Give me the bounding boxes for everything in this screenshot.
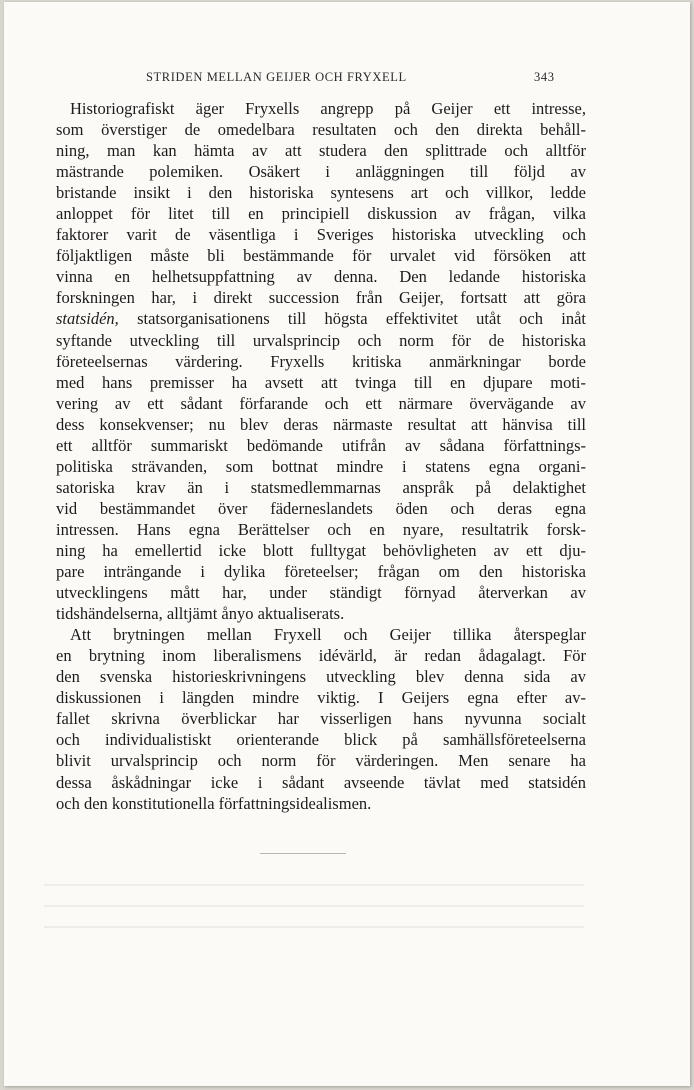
text-line: satoriska krav än i statsmedlemmarnas anspråk på delaktighet <box>56 477 586 497</box>
text-line: följaktligen måste bli bestämmande för urvalet vid försöken att <box>56 246 586 266</box>
text-line: en brytning inom liberalismens idévärld, är redan ådagalagt. För <box>56 646 586 666</box>
text-line: dessa åskådningar icke i sådant avseende tävlat med statsidén <box>56 772 586 792</box>
text-line: bristande insikt i den historiska syntesens art och villkor, ledde <box>56 183 586 203</box>
document-page <box>4 2 690 1086</box>
text-line: utvecklingens mått har, under ständigt förnyad återverkan av <box>56 583 586 603</box>
text-line: ett alltför summariskt bedömande utifrån av sådana författnings- <box>56 435 586 455</box>
text-line: syftande utveckling till urvalsprincip och norm för de historiska <box>56 330 586 350</box>
page-number: 343 <box>534 70 555 84</box>
text-line: vering av ett sådant förfarande och ett närmare övervägande av <box>56 393 586 413</box>
text-line: blivit urvalsprincip och norm för värderingen. Men senare ha <box>56 751 586 771</box>
text-line: fallet skrivna överblickar har visserligen hans nyvunna socialt <box>56 709 586 729</box>
emphasized-word: statsidén, <box>56 309 119 329</box>
text-line-with-emphasis <box>56 308 586 329</box>
text-line: anloppet för litet till en principiell diskussion av frågan, vilka <box>56 204 586 224</box>
text-line: med hans premisser ha avsett att tvinga till en djupare moti- <box>56 372 586 392</box>
text-line: pare inträngande i dylika företeelser; frågan om den historiska <box>56 562 586 582</box>
text-line: som överstiger de omedelbara resultaten och den direkta behåll- <box>56 120 586 140</box>
text-line: och individualistiskt orienterande blick på samhällsföreteelserna <box>56 730 586 750</box>
text-line: faktorer varit de väsentliga i Sveriges historiska utveckling och <box>56 225 586 245</box>
show-through-texture <box>44 872 584 932</box>
text-line: politiska strävanden, som bottnat mindre i statens egna organi- <box>56 456 586 476</box>
running-title: STRIDEN MELLAN GEIJER OCH FRYXELL <box>146 70 407 84</box>
text-line: vinna en helhetsuppfattning av denna. Den ledande historiska <box>56 267 586 287</box>
text-line: mästrande polemiken. Osäkert i anläggningen till följd av <box>56 162 586 182</box>
text-line: dess konsekvenser; nu blev deras närmaste resultat att hänvisa till <box>56 414 586 434</box>
text-line: Historiografiskt äger Fryxells angrepp på Geijer ett intresse, <box>70 99 586 118</box>
text-line: och den konstitutionella författningsidealismen. <box>56 793 372 813</box>
text-line-rest: statsorganisationens till högsta effektivitet utåt och inåt <box>137 309 587 329</box>
text-line: vid bestämmandet över fäderneslandets öden och deras egna <box>56 498 586 518</box>
text-line: forskningen har, i direkt succession från Geijer, fortsatt att göra <box>56 288 586 308</box>
section-rule <box>260 853 346 854</box>
text-line: företeelsernas värdering. Fryxells kritiska anmärkningar borde <box>56 351 586 371</box>
text-line: Att brytningen mellan Fryxell och Geijer tillika återspeglar <box>70 625 586 645</box>
running-head <box>4 70 690 90</box>
text-line: den svenska historieskrivningens utveckling blev denna sida av <box>56 667 586 687</box>
text-line: diskussionen i längden mindre viktig. I Geijers egna efter av- <box>56 688 586 708</box>
body-text <box>56 98 586 814</box>
text-line: tidshändelserna, alltjämt ånyo aktualiserats. <box>56 604 345 624</box>
text-line: ning, man kan hämta av att studera den splittrade och alltför <box>56 141 586 161</box>
text-line: intressen. Hans egna Berättelser och en nyare, resultatrik forsk- <box>56 519 586 539</box>
text-line: ning ha emellertid icke blott fulltygat behövligheten av ett dju- <box>56 540 586 560</box>
